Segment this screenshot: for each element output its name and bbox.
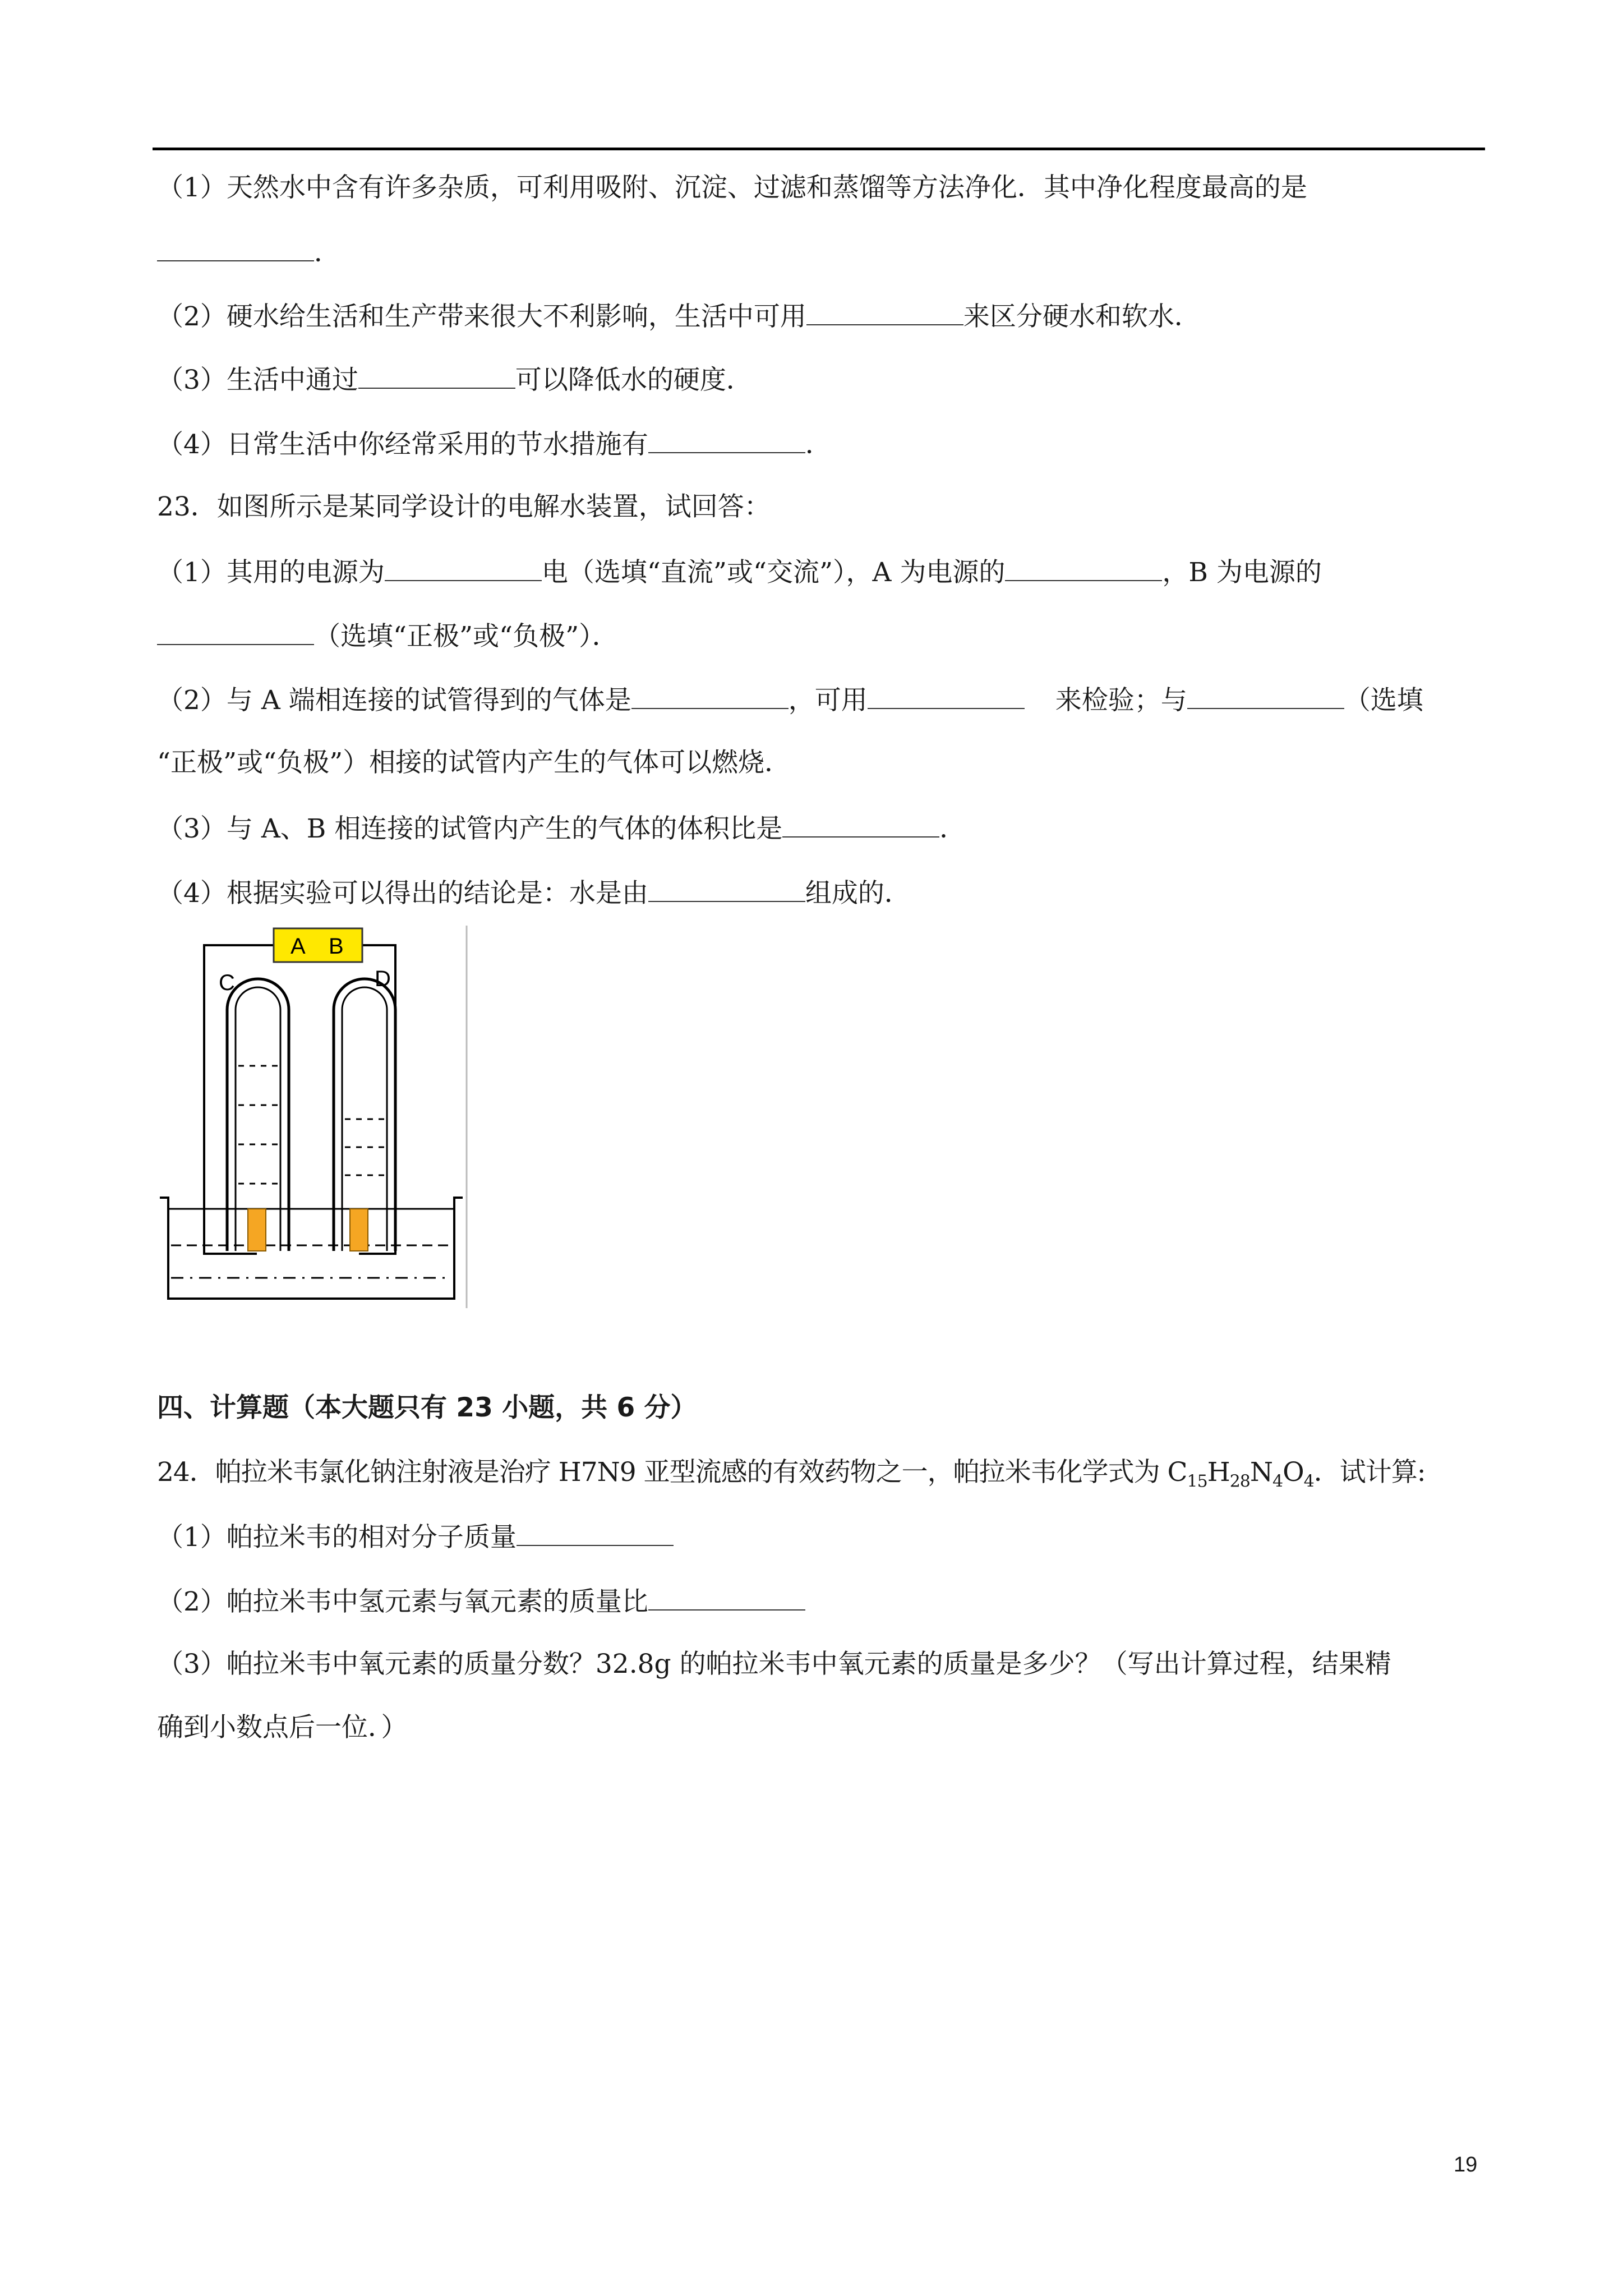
answer-blank[interactable] [517, 1519, 674, 1546]
q22-sub1-text: （1）天然水中含有许多杂质，可利用吸附、沉淀、过滤和蒸馏等方法净化．其中净化程度最高的是 [157, 172, 1307, 203]
q22-sub3-text: （3）生活中通过 [157, 365, 358, 395]
answer-blank[interactable] [868, 682, 1025, 709]
q24-sub3-text: （3）帕拉米韦中氧元素的质量分数？32.8g 的帕拉米韦中氧元素的质量是多少？（写出计算过程，结果精 [157, 1649, 1391, 1680]
answer-blank[interactable] [648, 1584, 805, 1611]
q23-sub2-mid2: 来检验；与 [1055, 685, 1187, 716]
answer-blank[interactable] [1005, 554, 1162, 581]
section-heading-text: 四、计算题（本大题只有 23 小题，共 6 分） [157, 1392, 697, 1423]
header-rule [153, 148, 1485, 150]
formula-subscript: 28 [1229, 1471, 1250, 1492]
answer-blank[interactable] [385, 554, 542, 581]
q23-sub4-line [157, 875, 911, 910]
q24-sub2-text: （2）帕拉米韦中氢元素与氧元素的质量比 [157, 1586, 648, 1617]
q23-sub2-mid: ，可用 [788, 685, 868, 716]
q23-sub3-end: ． [939, 813, 966, 844]
q23-sub2-line [157, 682, 1423, 717]
q23-sub2-text: （2）与 A 端相连接的试管得到的气体是 [157, 685, 631, 716]
q23-sub1-cont-line [157, 618, 619, 654]
q24-intro-text: 24．帕拉米韦氯化钠注射液是治疗 H7N9 亚型流感的有效药物之一，帕拉米韦化学式为 C [157, 1457, 1187, 1488]
section-heading [157, 1391, 697, 1425]
electrode-left [248, 1209, 266, 1251]
q22-sub4-text: （4）日常生活中你经常采用的节水措施有 [157, 429, 648, 460]
q22-sub4-line [157, 426, 832, 462]
label-c: C [219, 970, 235, 995]
q23-title [157, 490, 771, 524]
formula-element: O [1283, 1457, 1304, 1488]
q23-sub3-text: （3）与 A、B 相连接的试管内产生的气体的体积比是 [157, 813, 783, 844]
page-number: 19 [1454, 2153, 1478, 2177]
q24-sub1-line [157, 1519, 674, 1554]
q22-sub3-end: 可以降低水的硬度． [515, 365, 753, 395]
label-b: B [329, 934, 344, 959]
q22-sub3-line [157, 362, 753, 397]
answer-blank[interactable] [631, 682, 789, 709]
label-d: D [375, 967, 391, 991]
electrode-right [350, 1209, 368, 1251]
q24-sub3-cont-line [157, 1711, 408, 1745]
answer-blank[interactable] [358, 362, 515, 389]
q23-sub1-text: （1）其用的电源为 [157, 557, 385, 588]
q24-sub1-text: （1）帕拉米韦的相对分子质量 [157, 1522, 517, 1553]
q24-sub2-line [157, 1584, 805, 1619]
q22-sub2-text: （2）硬水给生活和生产带来很大不利影响，生活中可用 [157, 301, 806, 332]
q23-sub4-end: 组成的． [805, 878, 911, 909]
electrolysis-apparatus-figure [157, 926, 469, 1308]
q23-title-text: 23．如图所示是某同学设计的电解水装置，试回答： [157, 491, 771, 522]
formula-element: N [1249, 1457, 1273, 1488]
q23-sub2-cont-line [157, 746, 791, 780]
q24-sub3-line [157, 1648, 1391, 1681]
answer-blank[interactable] [806, 298, 963, 325]
formula-element: H [1207, 1457, 1230, 1488]
q24-intro-end: ．试计算: [1313, 1457, 1426, 1488]
q22-sub2-line [157, 298, 1201, 334]
power-source [274, 928, 362, 962]
q22-sub1-line [157, 171, 1307, 205]
formula-subscript: 15 [1187, 1471, 1207, 1492]
answer-blank[interactable] [782, 811, 939, 838]
q22-sub2-end: 来区分硬水和软水． [963, 301, 1201, 332]
answer-blank[interactable] [648, 426, 805, 453]
answer-blank[interactable] [648, 875, 805, 902]
q23-sub2-end: （选填 [1344, 685, 1423, 716]
q23-sub1-mid2: ，B 为电源的 [1162, 557, 1322, 588]
q23-sub4-text: （4）根据实验可以得出的结论是：水是由 [157, 878, 648, 909]
q22-sub1-end: ． [314, 237, 340, 268]
answer-blank[interactable] [157, 234, 314, 261]
q23-sub1-end: （选填“正极”或“负极”）． [314, 621, 619, 652]
formula-subscript: 4 [1272, 1471, 1283, 1492]
q23-sub2-cont-text: “正极”或“负极”）相接的试管内产生的气体可以燃烧． [157, 747, 791, 778]
q23-sub1-line [157, 554, 1322, 590]
q24-intro-line [157, 1456, 1426, 1492]
label-a: A [291, 934, 306, 959]
answer-blank[interactable] [1187, 682, 1344, 709]
q23-sub1-mid: 电（选填“直流”或“交流”），A 为电源的 [541, 557, 1006, 588]
formula-subscript: 4 [1303, 1471, 1314, 1492]
q24-sub3-cont-text: 确到小数点后一位．） [157, 1712, 408, 1743]
q22-sub4-end: ． [805, 429, 832, 460]
q22-sub1-answer-line [157, 234, 340, 270]
q23-sub3-line [157, 811, 966, 846]
wire-left [204, 945, 275, 1254]
answer-blank[interactable] [157, 618, 314, 645]
